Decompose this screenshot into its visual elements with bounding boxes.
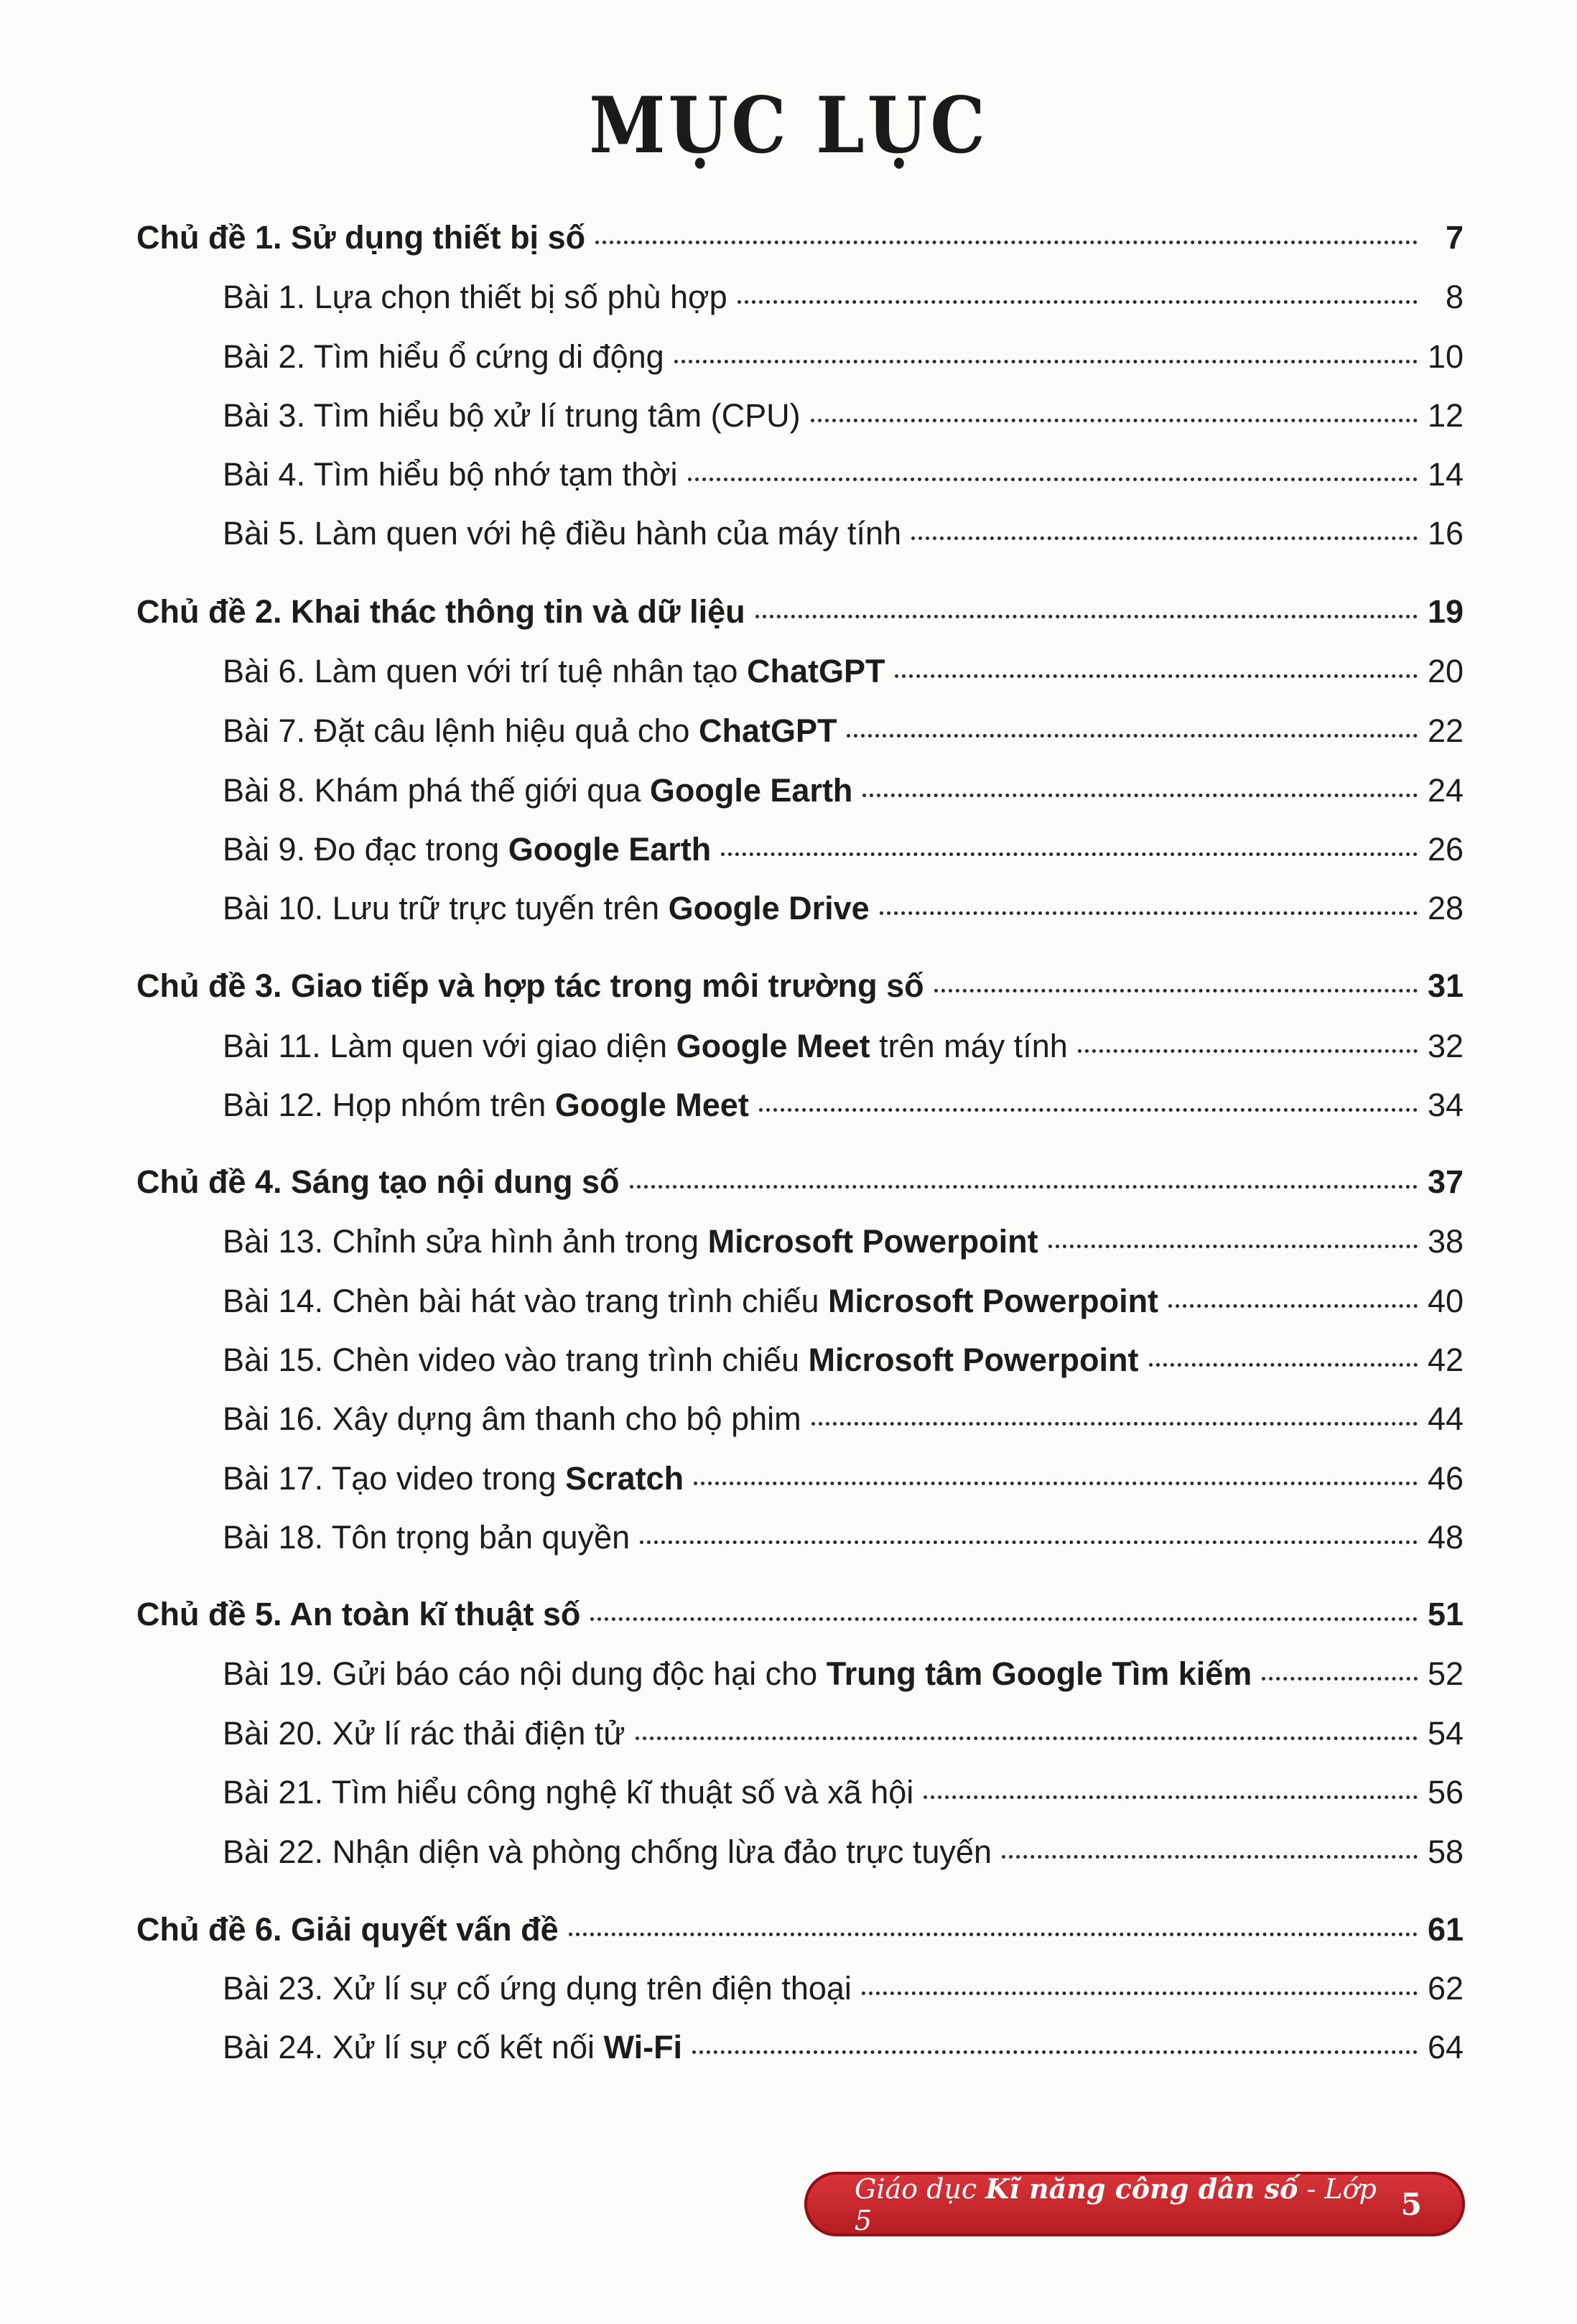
toc-entry-text: Chủ đề 1. Sử dụng thiết bị số: [136, 219, 586, 256]
toc-lesson-row: [223, 1460, 1464, 1510]
toc-entry-bold-text: Google Drive: [668, 890, 870, 926]
toc-entry-text: Bài 22. Nhận diện và phòng chống lừa đảo trực tuyến: [223, 1833, 992, 1870]
toc-entry-label: [223, 1087, 749, 1124]
toc-entry-bold-text: ChatGPT: [746, 653, 885, 689]
dot-leader: [759, 1108, 1418, 1112]
toc-page-number: 37: [1427, 1163, 1464, 1200]
toc-entry-text: Bài 8. Khám phá thế giới qua: [223, 772, 650, 809]
toc-lesson-row: [223, 279, 1464, 329]
toc-page-number: 26: [1427, 831, 1464, 868]
toc-entry-text: Bài 20. Xử lí rác thải điện tử: [223, 1715, 625, 1752]
toc-entry-text: Bài 15. Chèn video vào trang trình chiếu: [223, 1342, 809, 1378]
footer-text-pre: Giáo dục: [855, 2172, 986, 2205]
toc-page-number: 12: [1427, 397, 1464, 434]
toc-topic-row: [136, 219, 1464, 269]
toc-entry-bold-text: Microsoft Powerpoint: [707, 1223, 1038, 1260]
dot-leader: [721, 852, 1418, 856]
toc-entry-label: [223, 456, 678, 493]
dot-leader: [1168, 1304, 1418, 1308]
toc-lesson-row: [223, 1970, 1464, 2020]
toc-entry-label: [223, 1715, 625, 1752]
toc-topic-row: [136, 593, 1464, 643]
toc-entry-label: [223, 1970, 852, 2007]
toc-entry-text: Bài 14. Chèn bài hát vào trang trình chiếu: [223, 1283, 829, 1319]
toc-page-number: 51: [1427, 1596, 1464, 1632]
dot-leader: [688, 478, 1418, 481]
toc-entry-label: [223, 653, 885, 690]
footer-text-post: - Lớp 5: [855, 2172, 1377, 2236]
toc-entry-label: [223, 1774, 913, 1811]
dot-leader: [880, 911, 1418, 915]
toc-topic-row: [136, 967, 1464, 1018]
toc-page-number: 44: [1427, 1400, 1464, 1437]
toc-entry-text: Bài 6. Làm quen với trí tuệ nhân tạo: [223, 653, 747, 689]
dot-leader: [738, 300, 1418, 304]
toc-entry-label: [223, 1519, 630, 1556]
toc-page-number: 24: [1427, 772, 1464, 809]
toc-lesson-row: [223, 890, 1464, 940]
dot-leader: [692, 2050, 1418, 2054]
toc-entry-bold-text: Google Meet: [554, 1087, 749, 1123]
dot-leader: [755, 615, 1418, 618]
toc-lesson-row: [223, 2029, 1464, 2079]
toc-page-number: 48: [1427, 1519, 1464, 1556]
toc-entry-label: [223, 279, 727, 316]
toc-entry-label: [223, 1833, 992, 1871]
toc-entry-label: [136, 1163, 620, 1201]
dot-leader: [569, 1933, 1418, 1936]
toc-lesson-row: [223, 1223, 1464, 1273]
toc-entry-label: [223, 338, 664, 376]
dot-leader: [694, 1482, 1418, 1485]
footer-text-emphasis: Kĩ năng công dân số: [985, 2172, 1298, 2205]
toc-entry-label: [223, 890, 870, 927]
toc-page-number: 61: [1427, 1911, 1464, 1948]
toc-entry-label: [223, 397, 801, 434]
dot-leader: [811, 419, 1418, 422]
toc-entry-text: Bài 10. Lưu trữ trực tuyến trên: [223, 890, 669, 926]
dot-leader: [924, 1795, 1418, 1799]
toc-topic-row: [136, 1911, 1464, 1961]
dot-leader: [895, 674, 1418, 678]
toc-entry-text: Bài 3. Tìm hiểu bộ xử lí trung tâm (CPU): [223, 397, 801, 434]
toc-entry-label: [136, 593, 745, 631]
dot-leader: [862, 794, 1418, 797]
dot-leader: [911, 536, 1418, 540]
dot-leader: [640, 1540, 1418, 1544]
toc-lesson-row: [223, 1774, 1464, 1824]
toc-entry-label: [136, 967, 924, 1005]
dot-leader: [590, 1617, 1418, 1621]
toc-page-number: 28: [1427, 890, 1464, 926]
toc-page-number: 56: [1427, 1774, 1464, 1811]
dot-leader: [1002, 1855, 1418, 1859]
toc-lesson-row: [223, 1087, 1464, 1137]
footer-page-number: 5: [1400, 2186, 1422, 2222]
toc-entry-label: [223, 515, 901, 552]
toc-lesson-row: [223, 653, 1464, 703]
toc-entry-label: [223, 1400, 801, 1438]
toc-entry-label: [223, 1460, 684, 1497]
toc-entry-text: Bài 4. Tìm hiểu bộ nhớ tạm thời: [223, 456, 678, 493]
toc-lesson-row: [223, 1342, 1464, 1392]
toc-entry-label: [223, 712, 837, 750]
toc-lesson-row: [223, 397, 1464, 447]
toc-lesson-row: [223, 1833, 1464, 1884]
toc-entry-text: Bài 17. Tạo video trong: [223, 1460, 565, 1497]
toc-page-number: 42: [1427, 1342, 1464, 1378]
toc-lesson-row: [223, 1519, 1464, 1569]
toc-page-number: 31: [1427, 967, 1464, 1004]
toc-page-number: 8: [1445, 279, 1464, 315]
dot-leader: [636, 1737, 1418, 1740]
toc-page-number: 16: [1427, 515, 1464, 552]
toc-lesson-row: [223, 456, 1464, 506]
toc-page-number: 58: [1427, 1833, 1464, 1870]
toc-entry-text: Bài 11. Làm quen với giao diện: [223, 1028, 676, 1064]
toc-entry-label: [223, 1342, 1139, 1379]
dot-leader: [847, 734, 1418, 738]
toc-lesson-row: [223, 515, 1464, 565]
toc-entry-text: Bài 21. Tìm hiểu công nghệ kĩ thuật số và xã hội: [223, 1774, 914, 1811]
toc-lesson-row: [223, 338, 1464, 389]
dot-leader: [934, 989, 1418, 993]
toc-entry-text: Chủ đề 6. Giải quyết vấn đề: [136, 1911, 559, 1948]
toc-page-number: 10: [1427, 338, 1464, 375]
dot-leader: [862, 1991, 1418, 1995]
toc-lesson-row: [223, 1655, 1464, 1706]
toc-lesson-row: [223, 1283, 1464, 1333]
toc-page-number: 52: [1427, 1655, 1464, 1692]
toc-entry-text: Bài 19. Gửi báo cáo nội dung độc hại cho: [223, 1655, 827, 1692]
toc-page-number: 32: [1427, 1028, 1464, 1064]
toc-entry-bold-text: Google Earth: [649, 772, 853, 809]
toc-entry-label: [223, 1223, 1038, 1260]
toc-page-number: 7: [1445, 219, 1464, 256]
toc-page-number: 46: [1427, 1460, 1464, 1497]
toc-lesson-row: [223, 1715, 1464, 1765]
toc-entry-text: Bài 9. Đo đạc trong: [223, 831, 508, 868]
toc-lesson-row: [223, 1400, 1464, 1451]
page-title: MỤC LỤC: [589, 80, 988, 171]
toc-entry-bold-text: Trung tâm Google Tìm kiếm: [826, 1655, 1252, 1692]
footer-book-title: [855, 2172, 1401, 2236]
toc-entry-bold-text: Google Meet: [676, 1028, 870, 1064]
toc-entry-label: [136, 1596, 580, 1633]
dot-leader: [630, 1185, 1418, 1189]
toc-lesson-row: [223, 831, 1464, 881]
toc-entry-text: Chủ đề 4. Sáng tạo nội dung số: [136, 1163, 620, 1200]
toc-page-number: 14: [1427, 456, 1464, 493]
toc-entry-text: Bài 12. Họp nhóm trên: [223, 1087, 555, 1123]
toc-page-number: 19: [1427, 593, 1464, 630]
dot-leader: [1262, 1677, 1418, 1681]
toc-entry-text: Chủ đề 3. Giao tiếp và hợp tác trong môi trường số: [136, 967, 924, 1004]
toc-entry-bold-text: ChatGPT: [698, 712, 837, 749]
toc-entry-text: Bài 7. Đặt câu lệnh hiệu quả cho: [223, 712, 699, 749]
toc-entry-text: Bài 24. Xử lí sự cố kết nối: [223, 2029, 604, 2065]
toc-page-number: 34: [1427, 1087, 1464, 1123]
dot-leader: [1048, 1245, 1418, 1248]
toc-entry-text: Chủ đề 5. An toàn kĩ thuật số: [136, 1596, 581, 1632]
toc-topic-row: [136, 1596, 1464, 1646]
toc-entry-label: [223, 772, 852, 809]
toc-topic-row: [136, 1163, 1464, 1214]
dot-leader: [595, 241, 1418, 244]
toc-entry-bold-text: Google Earth: [508, 831, 712, 868]
toc-entry-text-after: trên máy tính: [870, 1028, 1068, 1064]
toc-entry-label: [223, 2029, 682, 2066]
toc-entry-label: [136, 219, 585, 256]
toc-lesson-row: [223, 712, 1464, 763]
toc-entry-text: Bài 16. Xây dựng âm thanh cho bộ phim: [223, 1400, 801, 1437]
dot-leader: [811, 1422, 1418, 1426]
toc-entry-text: Bài 5. Làm quen với hệ điều hành của máy tính: [223, 515, 902, 552]
toc-entry-bold-text: Microsoft Powerpoint: [808, 1342, 1139, 1378]
toc-lesson-row: [223, 1028, 1464, 1078]
toc-entry-label: [223, 1655, 1252, 1693]
footer-banner: [804, 2172, 1465, 2236]
toc-entry-text: Bài 2. Tìm hiểu ổ cứng di động: [223, 338, 664, 375]
toc-entry-text: Bài 18. Tôn trọng bản quyền: [223, 1519, 631, 1556]
dot-leader: [674, 360, 1418, 363]
toc-entry-bold-text: Scratch: [564, 1460, 684, 1497]
toc-page-number: 22: [1427, 712, 1464, 749]
toc-page-number: 20: [1427, 653, 1464, 689]
toc-entry-label: [136, 1911, 559, 1948]
toc-lesson-row: [223, 772, 1464, 822]
toc-entry-label: [223, 1283, 1158, 1320]
toc-entry-label: [223, 831, 711, 868]
toc-entry-text: Bài 13. Chỉnh sửa hình ảnh trong: [223, 1223, 708, 1260]
toc-entry-bold-text: Microsoft Powerpoint: [828, 1283, 1159, 1319]
toc-page-number: 40: [1427, 1283, 1464, 1319]
toc-page-number: 54: [1427, 1715, 1464, 1752]
toc-page-number: 38: [1427, 1223, 1464, 1260]
toc-entry-bold-text: Wi-Fi: [603, 2029, 683, 2065]
dot-leader: [1149, 1363, 1418, 1367]
toc-entry-text: Bài 1. Lựa chọn thiết bị số phù hợp: [223, 279, 727, 315]
toc-entry-text: Chủ đề 2. Khai thác thông tin và dữ liệu: [136, 593, 745, 630]
toc-page-number: 64: [1427, 2029, 1464, 2065]
dot-leader: [1078, 1049, 1418, 1053]
toc-entry-text: Bài 23. Xử lí sự cố ứng dụng trên điện thoại: [223, 1970, 852, 2007]
toc-entry-label: [223, 1028, 1068, 1065]
toc-page-number: 62: [1427, 1970, 1464, 2007]
